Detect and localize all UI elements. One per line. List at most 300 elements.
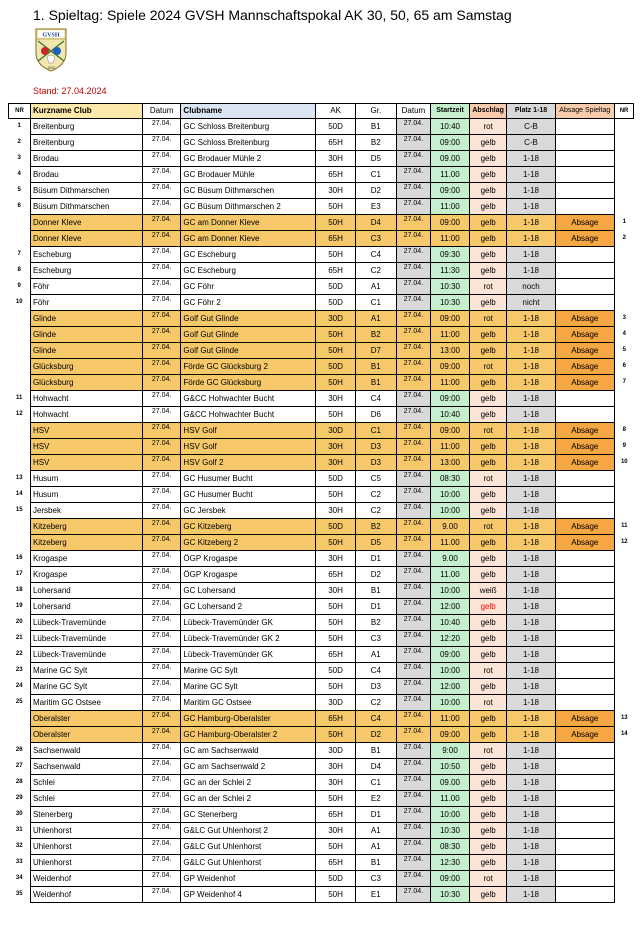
- row-nr: [9, 711, 31, 727]
- abschlag-cell: gelb: [469, 375, 507, 391]
- startzeit-cell: 11:00: [431, 231, 470, 247]
- ak-cell: 50D: [316, 663, 356, 679]
- row-nr: 29: [15, 795, 23, 801]
- absage-nr: 2: [622, 235, 626, 241]
- gruppe-cell: E1: [355, 887, 396, 903]
- ak-cell: 65H: [316, 167, 356, 183]
- datum-2-cell: 27.04.: [396, 727, 430, 743]
- datum-cell: 27.04.: [142, 695, 181, 711]
- table-row: [9, 119, 634, 135]
- abschlag-cell: gelb: [469, 199, 507, 215]
- absage-nr: 1: [622, 219, 626, 225]
- datum-cell: 27.04.: [142, 631, 181, 647]
- abschlag-cell: gelb: [469, 679, 507, 695]
- datum-cell: 27.04.: [142, 295, 181, 311]
- abschlag-cell: gelb: [469, 439, 507, 455]
- platz-cell: 1-18: [507, 407, 555, 423]
- absage-nr: [615, 391, 634, 407]
- datum-2-cell: 27.04.: [396, 295, 430, 311]
- datum-2-cell: 27.04.: [396, 199, 430, 215]
- ak-cell: 65H: [316, 263, 356, 279]
- abschlag-cell: gelb: [469, 839, 507, 855]
- absage-cell: [555, 615, 615, 631]
- kurzname-cell: Glinde: [30, 327, 142, 343]
- table-row: [9, 279, 634, 295]
- gruppe-cell: A1: [355, 823, 396, 839]
- row-nr: 31: [15, 827, 23, 833]
- datum-2-cell: 27.04.: [396, 327, 430, 343]
- abschlag-cell: rot: [469, 519, 507, 535]
- table-row: [9, 855, 634, 871]
- kurzname-cell: Escheburg: [30, 263, 142, 279]
- table-row: [9, 567, 634, 583]
- table-row: [9, 407, 634, 423]
- platz-cell: 1-18: [507, 199, 555, 215]
- clubname-cell: GC Jersbek: [181, 503, 316, 519]
- gruppe-cell: C2: [355, 503, 396, 519]
- absage-nr: [615, 695, 634, 711]
- datum-cell: 27.04.: [142, 231, 181, 247]
- absage-nr: [615, 583, 634, 599]
- gruppe-cell: D4: [355, 759, 396, 775]
- datum-cell: 27.04.: [142, 167, 181, 183]
- table-row: [9, 375, 634, 391]
- row-nr: 4: [17, 171, 21, 177]
- absage-nr: [615, 759, 634, 775]
- datum-2-cell: 27.04.: [396, 519, 430, 535]
- gruppe-cell: C4: [355, 711, 396, 727]
- startzeit-cell: 10:00: [431, 487, 470, 503]
- absage-nr: [615, 199, 634, 215]
- clubname-cell: Marine GC Sylt: [181, 679, 316, 695]
- datum-2-cell: 27.04.: [396, 711, 430, 727]
- gruppe-cell: A1: [355, 279, 396, 295]
- table-row: [9, 551, 634, 567]
- datum-cell: 27.04.: [142, 519, 181, 535]
- gruppe-cell: D7: [355, 343, 396, 359]
- datum-2-cell: 27.04.: [396, 263, 430, 279]
- datum-2-cell: 27.04.: [396, 535, 430, 551]
- datum-cell: 27.04.: [142, 359, 181, 375]
- absage-cell: [555, 135, 615, 151]
- absage-nr: 10: [620, 459, 628, 465]
- platz-cell: C-B: [507, 119, 555, 135]
- datum-2-cell: 27.04.: [396, 599, 430, 615]
- ak-cell: 65H: [316, 807, 356, 823]
- clubname-cell: GC am Donner Kleve: [181, 231, 316, 247]
- gruppe-cell: C4: [355, 247, 396, 263]
- platz-cell: 1-18: [507, 551, 555, 567]
- datum-cell: 27.04.: [142, 487, 181, 503]
- ak-cell: 30H: [316, 583, 356, 599]
- clubname-cell: GC Husumer Bucht: [181, 471, 316, 487]
- platz-cell: 1-18: [507, 535, 555, 551]
- absage-nr: [615, 247, 634, 263]
- table-row: [9, 311, 634, 327]
- row-nr: 30: [15, 811, 23, 817]
- abschlag-cell: weiß: [469, 583, 507, 599]
- abschlag-cell: gelb: [469, 855, 507, 871]
- datum-cell: 27.04.: [142, 599, 181, 615]
- kurzname-cell: Weidenhof: [30, 871, 142, 887]
- kurzname-cell: Krogaspe: [30, 567, 142, 583]
- row-nr: 16: [15, 555, 23, 561]
- abschlag-cell: gelb: [469, 647, 507, 663]
- datum-2-cell: 27.04.: [396, 135, 430, 151]
- absage-cell: [555, 567, 615, 583]
- table-row: [9, 487, 634, 503]
- absage-cell: Absage: [555, 359, 615, 375]
- datum-cell: 27.04.: [142, 855, 181, 871]
- table-row: [9, 615, 634, 631]
- platz-cell: noch: [507, 279, 555, 295]
- clubname-cell: GC Lohersand 2: [181, 599, 316, 615]
- datum-cell: 27.04.: [142, 791, 181, 807]
- table-row: [9, 439, 634, 455]
- kurzname-cell: Husum: [30, 487, 142, 503]
- row-nr: 6: [17, 203, 21, 209]
- datum-2-cell: 27.04.: [396, 647, 430, 663]
- datum-2-cell: 27.04.: [396, 311, 430, 327]
- absage-cell: [555, 391, 615, 407]
- absage-nr: [615, 119, 634, 135]
- gruppe-cell: E2: [355, 791, 396, 807]
- row-nr: 15: [15, 507, 23, 513]
- row-nr: [9, 535, 31, 551]
- absage-nr: 14: [620, 731, 628, 737]
- platz-cell: 1-18: [507, 231, 555, 247]
- row-nr: 35: [15, 891, 23, 897]
- kurzname-cell: Sachsenwald: [30, 743, 142, 759]
- datum-2-cell: 27.04.: [396, 215, 430, 231]
- kurzname-cell: Schlei: [30, 791, 142, 807]
- table-row: [9, 295, 634, 311]
- abschlag-cell: gelb: [469, 407, 507, 423]
- absage-nr: [615, 679, 634, 695]
- startzeit-cell: 09:00: [431, 311, 470, 327]
- datum-cell: 27.04.: [142, 471, 181, 487]
- abschlag-cell: gelb: [469, 631, 507, 647]
- datum-cell: 27.04.: [142, 535, 181, 551]
- datum-cell: 27.04.: [142, 263, 181, 279]
- datum-cell: 27.04.: [142, 743, 181, 759]
- startzeit-cell: 09.00: [431, 151, 470, 167]
- clubname-cell: G&LC Gut Uhlenhorst: [181, 855, 316, 871]
- clubname-cell: GC Brodauer Mühle 2: [181, 151, 316, 167]
- datum-2-cell: 27.04.: [396, 551, 430, 567]
- ak-cell: 30D: [316, 743, 356, 759]
- clubname-cell: GP Weidenhof 4: [181, 887, 316, 903]
- startzeit-cell: 09:00: [431, 359, 470, 375]
- abschlag-cell: gelb: [469, 567, 507, 583]
- gruppe-cell: D3: [355, 439, 396, 455]
- datum-2-cell: 27.04.: [396, 695, 430, 711]
- datum-cell: 27.04.: [142, 711, 181, 727]
- kurzname-cell: HSV: [30, 439, 142, 455]
- kurzname-cell: Husum: [30, 471, 142, 487]
- startzeit-cell: 9.00: [431, 551, 470, 567]
- absage-nr: [615, 887, 634, 903]
- absage-nr: [615, 279, 634, 295]
- absage-nr: [615, 167, 634, 183]
- row-nr: [9, 231, 31, 247]
- table-header-row: [9, 104, 634, 119]
- clubname-cell: GC Föhr: [181, 279, 316, 295]
- col-header-platz: Platz 1-18: [507, 104, 555, 119]
- datum-cell: 27.04.: [142, 391, 181, 407]
- row-nr: 17: [15, 571, 23, 577]
- platz-cell: 1-18: [507, 391, 555, 407]
- absage-cell: [555, 199, 615, 215]
- ak-cell: 65H: [316, 567, 356, 583]
- gruppe-cell: D2: [355, 567, 396, 583]
- absage-cell: Absage: [555, 423, 615, 439]
- abschlag-cell: gelb: [469, 295, 507, 311]
- kurzname-cell: Oberalster: [30, 711, 142, 727]
- col-header-kurzname: Kurzname Club: [30, 104, 142, 119]
- ak-cell: 30D: [316, 311, 356, 327]
- absage-cell: [555, 759, 615, 775]
- table-row: [9, 887, 634, 903]
- kurzname-cell: Stenerberg: [30, 807, 142, 823]
- abschlag-cell: gelb: [469, 167, 507, 183]
- clubname-cell: GC Hamburg-Oberalster 2: [181, 727, 316, 743]
- platz-cell: 1-18: [507, 775, 555, 791]
- absage-nr: [615, 871, 634, 887]
- table-row: [9, 775, 634, 791]
- startzeit-cell: 11.00: [431, 167, 470, 183]
- table-row: [9, 199, 634, 215]
- absage-cell: [555, 631, 615, 647]
- row-nr: 25: [15, 699, 23, 705]
- absage-cell: Absage: [555, 439, 615, 455]
- datum-2-cell: 27.04.: [396, 167, 430, 183]
- platz-cell: 1-18: [507, 679, 555, 695]
- platz-cell: 1-18: [507, 471, 555, 487]
- startzeit-cell: 9:00: [431, 743, 470, 759]
- ak-cell: 50H: [316, 615, 356, 631]
- platz-cell: 1-18: [507, 423, 555, 439]
- row-nr: 9: [17, 283, 21, 289]
- ak-cell: 50H: [316, 535, 356, 551]
- row-nr: [9, 343, 31, 359]
- row-nr: [9, 519, 31, 535]
- platz-cell: 1-18: [507, 647, 555, 663]
- table-row: [9, 871, 634, 887]
- startzeit-cell: 13:00: [431, 455, 470, 471]
- startzeit-cell: 9.00: [431, 519, 470, 535]
- table-row: [9, 215, 634, 231]
- datum-cell: 27.04.: [142, 327, 181, 343]
- datum-cell: 27.04.: [142, 503, 181, 519]
- abschlag-cell: gelb: [469, 135, 507, 151]
- absage-cell: Absage: [555, 327, 615, 343]
- datum-2-cell: 27.04.: [396, 583, 430, 599]
- platz-cell: C-B: [507, 135, 555, 151]
- datum-2-cell: 27.04.: [396, 887, 430, 903]
- clubname-cell: GC Escheburg: [181, 263, 316, 279]
- gruppe-cell: A1: [355, 311, 396, 327]
- abschlag-cell: gelb: [469, 183, 507, 199]
- gruppe-cell: D2: [355, 183, 396, 199]
- table-row: [9, 743, 634, 759]
- absage-cell: Absage: [555, 519, 615, 535]
- table-row: [9, 327, 634, 343]
- abschlag-cell: gelb: [469, 775, 507, 791]
- absage-nr: 8: [622, 427, 626, 433]
- startzeit-cell: 11:00: [431, 711, 470, 727]
- table-row: [9, 135, 634, 151]
- table-row: [9, 823, 634, 839]
- table-row: [9, 695, 634, 711]
- platz-cell: 1-18: [507, 839, 555, 855]
- row-nr: 24: [15, 683, 23, 689]
- startzeit-cell: 12:00: [431, 679, 470, 695]
- ak-cell: 50H: [316, 839, 356, 855]
- absage-cell: [555, 647, 615, 663]
- table-row: [9, 455, 634, 471]
- abschlag-cell: rot: [469, 119, 507, 135]
- startzeit-cell: 10:40: [431, 615, 470, 631]
- gruppe-cell: B1: [355, 743, 396, 759]
- platz-cell: 1-18: [507, 503, 555, 519]
- abschlag-cell: gelb: [469, 247, 507, 263]
- gruppe-cell: D1: [355, 551, 396, 567]
- clubname-cell: Lübeck-Travemünder GK: [181, 647, 316, 663]
- absage-nr: [615, 775, 634, 791]
- absage-nr: [615, 855, 634, 871]
- datum-2-cell: 27.04.: [396, 231, 430, 247]
- datum-cell: 27.04.: [142, 647, 181, 663]
- absage-nr: [615, 599, 634, 615]
- ak-cell: 30D: [316, 423, 356, 439]
- clubname-cell: HSV Golf: [181, 439, 316, 455]
- datum-cell: 27.04.: [142, 823, 181, 839]
- kurzname-cell: Escheburg: [30, 247, 142, 263]
- platz-cell: 1-18: [507, 487, 555, 503]
- startzeit-cell: 09:00: [431, 183, 470, 199]
- platz-cell: 1-18: [507, 599, 555, 615]
- ak-cell: 50H: [316, 631, 356, 647]
- startzeit-cell: 11:00: [431, 327, 470, 343]
- row-nr: 10: [15, 299, 23, 305]
- row-nr: 7: [17, 251, 21, 257]
- abschlag-cell: rot: [469, 871, 507, 887]
- table-row: [9, 711, 634, 727]
- startzeit-cell: 10:30: [431, 887, 470, 903]
- abschlag-cell: rot: [469, 663, 507, 679]
- startzeit-cell: 10:00: [431, 503, 470, 519]
- gruppe-cell: A1: [355, 839, 396, 855]
- kurzname-cell: Jersbek: [30, 503, 142, 519]
- absage-nr: 7: [622, 379, 626, 385]
- absage-nr: [615, 647, 634, 663]
- datum-cell: 27.04.: [142, 839, 181, 855]
- ak-cell: 50H: [316, 599, 356, 615]
- ak-cell: 30D: [316, 695, 356, 711]
- abschlag-cell: gelb: [469, 263, 507, 279]
- abschlag-cell: rot: [469, 311, 507, 327]
- absage-cell: [555, 295, 615, 311]
- clubname-cell: GP Weidenhof: [181, 871, 316, 887]
- datum-2-cell: 27.04.: [396, 743, 430, 759]
- platz-cell: 1-18: [507, 807, 555, 823]
- row-nr: 12: [15, 411, 23, 417]
- page-title: 1. Spieltag: Spiele 2024 GVSH Mannschaftspokal AK 30, 50, 65 am Samstag: [33, 7, 512, 23]
- table-row: [9, 583, 634, 599]
- row-nr: 32: [15, 843, 23, 849]
- row-nr: 20: [15, 619, 23, 625]
- table-row: [9, 343, 634, 359]
- datum-cell: 27.04.: [142, 199, 181, 215]
- absage-nr: [615, 183, 634, 199]
- datum-cell: 27.04.: [142, 887, 181, 903]
- gruppe-cell: C5: [355, 471, 396, 487]
- datum-cell: 27.04.: [142, 423, 181, 439]
- abschlag-cell: rot: [469, 359, 507, 375]
- absage-cell: [555, 407, 615, 423]
- absage-cell: [555, 263, 615, 279]
- datum-2-cell: 27.04.: [396, 791, 430, 807]
- datum-2-cell: 27.04.: [396, 247, 430, 263]
- gruppe-cell: B2: [355, 135, 396, 151]
- datum-cell: 27.04.: [142, 407, 181, 423]
- clubname-cell: GC Hamburg-Oberalster: [181, 711, 316, 727]
- datum-2-cell: 27.04.: [396, 439, 430, 455]
- absage-nr: 11: [621, 523, 628, 529]
- table-row: [9, 647, 634, 663]
- platz-cell: 1-18: [507, 247, 555, 263]
- table-row: [9, 503, 634, 519]
- ak-cell: 50H: [316, 375, 356, 391]
- startzeit-cell: 11:00: [431, 375, 470, 391]
- absage-cell: Absage: [555, 231, 615, 247]
- kurzname-cell: Donner Kleve: [30, 215, 142, 231]
- absage-nr: [615, 263, 634, 279]
- col-header-datum-2: Datum: [396, 104, 430, 119]
- abschlag-cell: gelb: [469, 343, 507, 359]
- kurzname-cell: Schlei: [30, 775, 142, 791]
- absage-cell: Absage: [555, 343, 615, 359]
- kurzname-cell: Föhr: [30, 295, 142, 311]
- datum-cell: 27.04.: [142, 247, 181, 263]
- svg-text:GVSH: GVSH: [42, 32, 60, 39]
- col-header-startzeit: Startzeit: [431, 104, 470, 119]
- startzeit-cell: 13:00: [431, 343, 470, 359]
- absage-cell: [555, 663, 615, 679]
- platz-cell: 1-18: [507, 439, 555, 455]
- abschlag-cell: gelb: [469, 599, 507, 615]
- gruppe-cell: D3: [355, 455, 396, 471]
- absage-nr: [615, 503, 634, 519]
- absage-cell: [555, 871, 615, 887]
- abschlag-cell: gelb: [469, 551, 507, 567]
- platz-cell: 1-18: [507, 759, 555, 775]
- datum-cell: 27.04.: [142, 807, 181, 823]
- absage-nr: [615, 631, 634, 647]
- table-row: [9, 679, 634, 695]
- datum-cell: 27.04.: [142, 567, 181, 583]
- table-row: [9, 839, 634, 855]
- gruppe-cell: C1: [355, 423, 396, 439]
- kurzname-cell: Hohwacht: [30, 391, 142, 407]
- absage-nr: [615, 135, 634, 151]
- absage-cell: Absage: [555, 215, 615, 231]
- platz-cell: nicht: [507, 295, 555, 311]
- datum-cell: 27.04.: [142, 663, 181, 679]
- kurzname-cell: Glinde: [30, 311, 142, 327]
- datum-cell: 27.04.: [142, 311, 181, 327]
